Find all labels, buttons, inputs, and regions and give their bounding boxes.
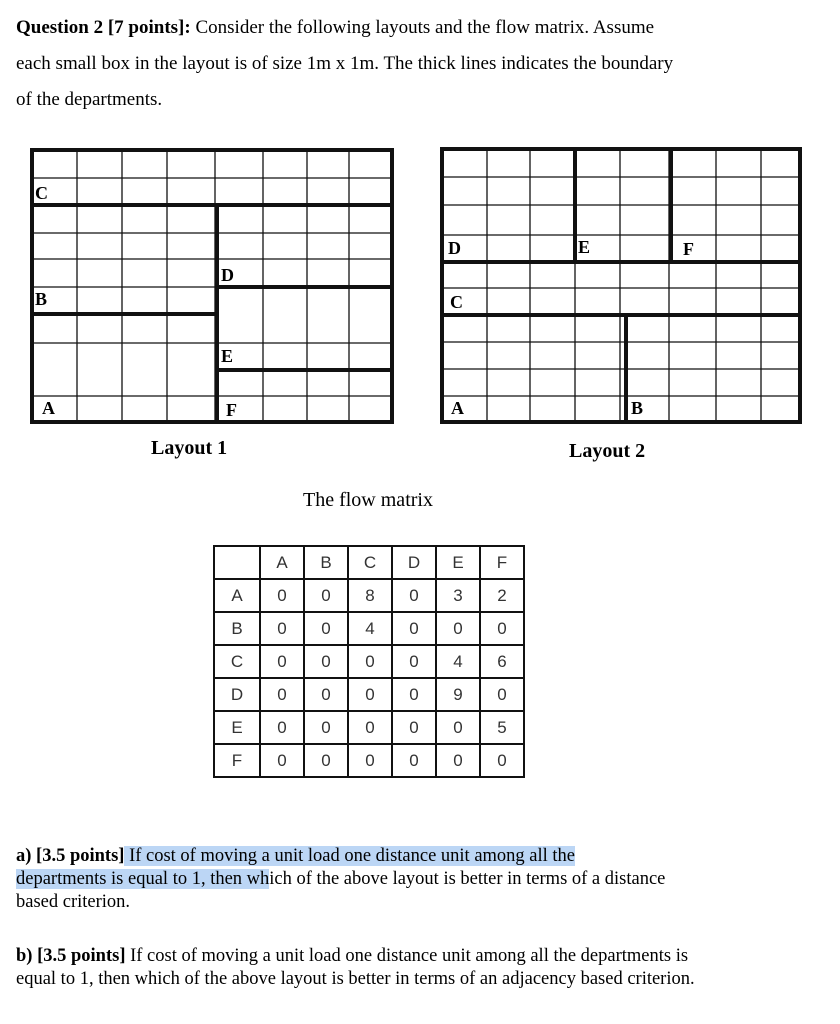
layout-2-label-d: D <box>448 238 461 258</box>
layout-2-label-a: A <box>451 398 464 418</box>
column-header: B <box>304 546 348 579</box>
table-cell: 0 <box>392 579 436 612</box>
layout-1-label-e: E <box>221 346 234 366</box>
table-cell: 0 <box>392 744 436 777</box>
layout-2-thin-lines <box>442 149 800 422</box>
flow-matrix-header-row <box>214 546 524 579</box>
table-cell: 0 <box>304 612 348 645</box>
table-cell: 0 <box>392 645 436 678</box>
layout-1-label-a: A <box>42 398 55 418</box>
row-header: C <box>214 645 260 678</box>
table-cell: 0 <box>348 645 392 678</box>
part-b-heading: b) [3.5 points] <box>16 946 126 966</box>
table-cell: 0 <box>480 612 524 645</box>
question-heading: Question 2 [7 points]: <box>16 17 191 38</box>
table-row <box>214 744 524 777</box>
table-cell: 0 <box>304 678 348 711</box>
table-cell: 0 <box>304 579 348 612</box>
layout-2-label-f: F <box>683 239 694 259</box>
question-line-2: each small box in the layout is of size 1m x 1m. The thick lines indicates the boundary <box>16 53 674 74</box>
row-header: A <box>214 579 260 612</box>
column-header: E <box>436 546 480 579</box>
layout-1-grid <box>30 148 396 424</box>
layout-1-label-f: F <box>226 400 237 420</box>
table-cell: 2 <box>480 579 524 612</box>
part-a-highlight-2[interactable]: departments is equal to 1, then wh <box>16 869 270 889</box>
layout-2-label-e: E <box>578 237 591 257</box>
table-cell: 0 <box>480 744 524 777</box>
question-line-3: of the departments. <box>16 89 163 110</box>
table-row <box>214 678 524 711</box>
part-a-line-1 <box>16 845 696 868</box>
layout-1-boundaries <box>32 150 392 422</box>
layout-2-label-b: B <box>631 398 644 418</box>
table-cell: 0 <box>436 744 480 777</box>
table-cell: 0 <box>260 645 304 678</box>
part-a-heading: a) [3.5 points] <box>16 846 125 866</box>
layout-1-caption: Layout 1 <box>151 437 228 459</box>
table-cell: 3 <box>436 579 480 612</box>
table-row <box>214 645 524 678</box>
column-header: A <box>260 546 304 579</box>
table-cell: 0 <box>348 744 392 777</box>
row-header: E <box>214 711 260 744</box>
table-row <box>214 612 524 645</box>
layout-2-caption: Layout 2 <box>569 440 646 462</box>
question-line-1 <box>16 10 673 46</box>
question-intro: Consider the following layouts and the flow matrix. Assume <box>190 17 655 38</box>
column-header: C <box>348 546 392 579</box>
layout-1-label-d: D <box>221 265 234 285</box>
part-b-question <box>16 945 696 991</box>
column-header: D <box>392 546 436 579</box>
layout-1-label-b: B <box>35 289 48 309</box>
layout-2-label-c: C <box>450 292 463 312</box>
table-cell: 0 <box>392 612 436 645</box>
table-cell: 0 <box>304 711 348 744</box>
table-row <box>214 711 524 744</box>
flow-matrix-corner <box>214 546 260 579</box>
table-cell: 0 <box>260 711 304 744</box>
table-row <box>214 579 524 612</box>
layout-1-label-c: C <box>35 183 48 203</box>
table-cell: 0 <box>436 711 480 744</box>
table-cell: 4 <box>436 645 480 678</box>
table-cell: 0 <box>304 645 348 678</box>
row-header: B <box>214 612 260 645</box>
table-cell: 0 <box>260 744 304 777</box>
table-cell: 0 <box>260 579 304 612</box>
question-text <box>16 10 673 118</box>
row-header: D <box>214 678 260 711</box>
table-cell: 0 <box>480 678 524 711</box>
table-cell: 6 <box>480 645 524 678</box>
table-cell: 0 <box>304 744 348 777</box>
part-a-highlight-1[interactable]: If cost of moving a unit load one distance unit among all the <box>124 846 576 866</box>
part-b-text: If cost of moving a unit load one distance unit among all the departments is equal to 1, then which of the above layout is better in terms of an adjacency based criterion. <box>16 946 695 989</box>
part-a-rest: ich of the above layout is better in terms of a distance based criterion. <box>16 869 666 912</box>
table-cell: 0 <box>348 678 392 711</box>
table-cell: 4 <box>348 612 392 645</box>
layout-2-grid <box>440 147 804 424</box>
part-a-question <box>16 845 696 914</box>
part-a-line-2 <box>16 868 696 914</box>
table-cell: 0 <box>348 711 392 744</box>
table-cell: 0 <box>260 612 304 645</box>
table-cell: 0 <box>260 678 304 711</box>
table-cell: 0 <box>436 612 480 645</box>
row-header: F <box>214 744 260 777</box>
layout-2-boundaries <box>442 149 800 422</box>
table-cell: 8 <box>348 579 392 612</box>
table-cell: 0 <box>392 678 436 711</box>
table-cell: 0 <box>392 711 436 744</box>
flow-matrix-title: The flow matrix <box>303 489 433 511</box>
table-cell: 9 <box>436 678 480 711</box>
flow-matrix-table <box>213 545 525 778</box>
table-cell: 5 <box>480 711 524 744</box>
column-header: F <box>480 546 524 579</box>
